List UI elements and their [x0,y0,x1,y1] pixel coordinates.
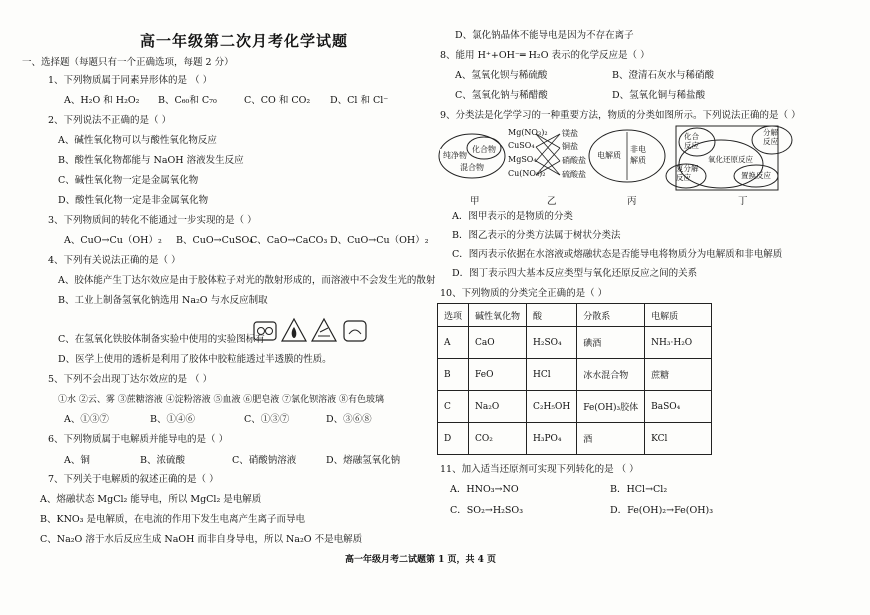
header-cell: 酸 [527,304,577,327]
q8-option-a: A、氢氧化钡与稀硫酸 [455,70,548,81]
table-cell: Na₂O [469,391,527,423]
q1-stem: 1、下列物质属于同素异形体的是 （ ） [48,75,213,86]
q4-option-b: B、工业上制备氢氧化钠选用 Na₂O 与水反应制取 [58,295,268,306]
q10-table [437,303,712,455]
jia-label-mixture: 混合物 [460,163,484,172]
table-row [438,359,712,391]
table-cell: Fe(OH)₃胶体 [577,391,645,423]
label-bing: 丙 [627,196,637,207]
q4-option-d: D、医学上使用的透析是利用了胶体中胶粒能透过半透膜的性质。 [58,354,332,365]
heat-hazard-icon [312,319,336,341]
table-cell: C₂H₅OH [527,391,577,423]
table-cell: CO₂ [469,423,527,455]
q3-option-b: B、CuO→CuSO₄ [176,235,254,246]
table-cell: NH₃·H₂O [645,327,712,359]
q7-option-c: C、Na₂O 溶于水后反应生成 NaOH 而非自身导电，所以 Na₂O 不是电解质 [40,534,363,545]
ding-label-displacement: 置换反应 [741,171,771,180]
q1-option-c: C、CO 和 CO₂ [244,95,311,106]
q10-stem: 10、下列物质的分类完全正确的是（ ） [440,288,608,299]
table-cell: BaSO₄ [645,391,712,423]
yi-left-3: Cu(NO₃)₂ [508,169,546,178]
table-cell: H₃PO₄ [527,423,577,455]
table-cell: C [438,391,469,423]
ding-label-double-decomposition: 复分解反应 [676,164,699,182]
page-footer: 高一年级月考二试题第 1 页，共 4 页 [345,555,497,565]
table-cell: B [438,359,469,391]
q11-stem: 11、加入适当还原剂可实现下列转化的是 （ ） [440,464,639,475]
table-row [438,423,712,455]
q3-option-c: C、CaO→CaCO₃ [250,235,328,246]
q7-stem: 7、下列关于电解质的叙述正确的是（ ） [48,474,219,485]
bing-label-nonelectrolyte: 非电解质 [630,145,646,165]
q5-option-b: B、①④⑥ [150,414,195,425]
q4-option-c: C、在氢氧化铁胶体制备实验中使用的实验图标有 [58,334,265,345]
table-row [438,391,712,423]
table-cell: HCl [527,359,577,391]
flame-hazard-icon [282,319,306,341]
q5-items: ①水 ②云、雾 ③蔗糖溶液 ④淀粉溶液 ⑤血液 ⑥肥皂液 ⑦氯化钡溶液 ⑧有色玻璃 [58,395,385,405]
q6-option-c: C、硝酸钠溶液 [232,455,297,466]
q9-option-c: C．图丙表示依据在水溶液或熔融状态是否能导电将物质分为电解质和非电解质 [452,249,783,260]
goggles-icon [254,322,276,340]
q8-option-b: B、澄清石灰水与稀硝酸 [612,70,714,81]
table-cell: D [438,423,469,455]
q2-option-c: C、碱性氧化物一定是金属氧化物 [58,175,199,186]
q1-option-b: B、C₆₀和 C₇₀ [158,95,217,106]
lab-safety-icons [252,316,372,344]
header-cell: 选项 [438,304,469,327]
table-cell: A [438,327,469,359]
yi-right-1: 铜盐 [562,142,578,151]
q9-option-b: B．图乙表示的分类方法属于树状分类法 [452,230,621,241]
table-cell: FeO [469,359,527,391]
table-row [438,327,712,359]
q6-option-d: D、熔融氢氧化钠 [326,455,401,466]
q6-stem: 6、下列物质属于电解质并能导电的是（ ） [48,434,229,445]
q1-option-d: D、Cl 和 Cl⁻ [330,95,389,106]
q8-stem: 8、能用 H⁺+OH⁻═ H₂O 表示的化学反应是（ ） [440,50,650,61]
jia-label-pure: 纯净物 [443,151,467,160]
header-cell: 碱性氧化物 [469,304,527,327]
table-cell: 蔗糖 [645,359,712,391]
table-cell: 冰水混合物 [577,359,645,391]
q11-option-d: D．Fe(OH)₂→Fe(OH)₃ [610,505,714,516]
q11-option-c: C．SO₂→H₂SO₃ [450,505,524,516]
q7-option-a: A、熔融状态 MgCl₂ 能导电，所以 MgCl₂ 是电解质 [40,494,262,505]
q1-option-a: A、H₂O 和 H₂O₂ [64,95,140,106]
q5-stem: 5、下列不会出现丁达尔效应的是 （ ） [48,374,213,385]
q3-stem: 3、下列物质间的转化不能通过一步实现的是（ ） [48,215,257,226]
yi-right-3: 硫酸盐 [562,170,586,179]
table-cell: 碘酒 [577,327,645,359]
yi-left-2: MgSO₄ [508,155,537,164]
yi-left-1: CuSO₄ [508,141,535,150]
table-cell: CaO [469,327,527,359]
q2-option-b: B、酸性氧化物都能与 NaOH 溶液发生反应 [58,155,244,166]
jia-label-compound: 化合物 [472,145,496,154]
q7-option-d: D、氯化钠晶体不能导电是因为不存在离子 [455,30,634,41]
q9-option-a: A．图甲表示的是物质的分类 [452,211,573,222]
table-header-row [438,304,712,327]
header-cell: 分散系 [577,304,645,327]
q11-option-a: A．HNO₃→NO [450,484,519,495]
q5-option-a: A、①③⑦ [64,414,109,425]
q2-stem: 2、下列说法不正确的是（ ） [48,115,172,126]
q5-option-d: D、③⑥⑧ [326,414,372,425]
q7-option-b: B、KNO₃ 是电解质，在电流的作用下发生电离产生离子而导电 [40,514,306,525]
q11-option-b: B．HCl→Cl₂ [610,484,668,495]
table-cell: H₂SO₄ [527,327,577,359]
q4-option-a: A、胶体能产生丁达尔效应是由于胶体粒子对光的散射形成的，而溶液中不会发生光的散射 [58,275,436,286]
table-cell: KCl [645,423,712,455]
header-cell: 电解质 [645,304,712,327]
q5-option-c: C、①③⑦ [244,414,290,425]
q9-option-d: D．图丁表示四大基本反应类型与氧化还原反应之间的关系 [452,268,698,279]
hand-wash-icon [344,321,366,341]
q8-option-d: D、氢氧化铜与稀盐酸 [612,90,706,101]
page-title: 高一年级第二次月考化学试题 [140,32,349,50]
q6-option-b: B、浓硫酸 [140,455,185,466]
table-cell: 酒 [577,423,645,455]
ding-label-combination: 化合反应 [684,132,699,150]
bing-label-electrolyte: 电解质 [597,151,621,160]
q3-option-d: D、CuO→Cu（OH）₂ [330,235,429,246]
yi-right-0: 镁盐 [562,129,578,138]
yi-right-2: 硝酸盐 [562,156,586,165]
section-heading: 一、选择题（每题只有一个正确选项，每题 2 分） [22,57,234,68]
q2-option-a: A、碱性氧化物可以与酸性氧化物反应 [58,135,217,146]
q3-option-a: A、CuO→Cu（OH）₂ [64,235,162,246]
q6-option-a: A、铜 [64,455,90,466]
q9-stem: 9、分类法是化学学习的一种重要方法，物质的分类如图所示。下列说法正确的是（ ） [440,110,801,121]
ding-label-redox: 氧化还原反应 [708,155,753,164]
q2-option-d: D、酸性氧化物一定是非金属氧化物 [58,195,209,206]
ding-label-decomposition: 分解反应 [763,128,778,146]
label-jia: 甲 [470,196,480,207]
q4-stem: 4、下列有关说法正确的是（ ） [48,255,181,266]
yi-left-0: Mg(NO₃)₂ [508,128,548,137]
label-ding: 丁 [738,196,748,207]
label-yi: 乙 [547,196,557,207]
q8-option-c: C、氢氧化钠与稀醋酸 [455,90,548,101]
